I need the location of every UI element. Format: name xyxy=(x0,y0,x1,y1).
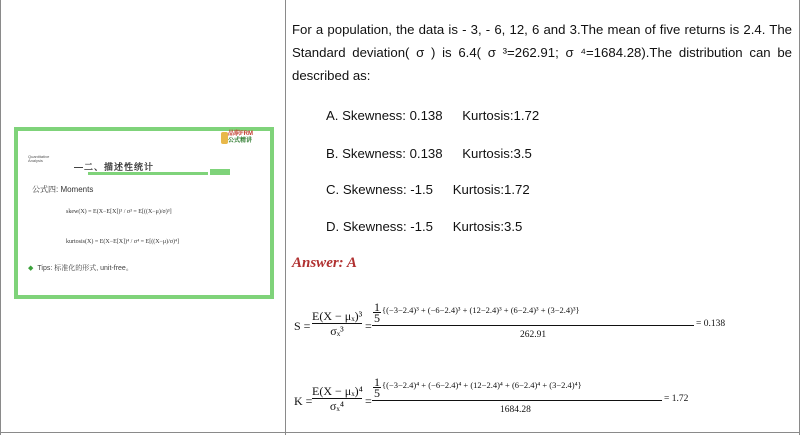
option-skewness: Skewness: 0.138 xyxy=(342,146,443,161)
skew-lhs: S = xyxy=(294,319,311,333)
logo-icon xyxy=(221,132,228,144)
skew-big-denominator: 262.91 xyxy=(520,330,547,340)
slide-logo xyxy=(228,131,253,145)
kurt-five: 5 xyxy=(374,386,380,400)
slide-tips-text: Tips: 标准化的形式, unit-free。 xyxy=(37,265,133,272)
option-kurtosis: Kurtosis:3.5 xyxy=(452,219,523,234)
kurt-moment-denominator: σₓ⁴ xyxy=(312,398,362,413)
option-kurtosis: Kurtosis:1.72 xyxy=(452,182,530,197)
skew-one-fifth xyxy=(373,302,381,323)
table-column-divider xyxy=(285,0,286,435)
slide-title-underline xyxy=(88,172,208,175)
option-kurtosis: Kurtosis:1.72 xyxy=(462,108,540,123)
answer-label: Answer: A xyxy=(292,255,357,271)
slide-tips xyxy=(28,263,133,273)
option-skewness: Skewness: -1.5 xyxy=(342,219,434,234)
skew-moment-numerator: E(X − μₓ)³ xyxy=(312,309,363,323)
option-b xyxy=(326,146,532,161)
slide-thumbnail xyxy=(14,127,274,299)
option-kurtosis: Kurtosis:3.5 xyxy=(462,146,532,161)
option-c xyxy=(326,182,530,197)
option-letter: D. xyxy=(326,219,340,234)
skew-equals: = xyxy=(365,319,372,333)
diamond-bullet-icon: ◆ xyxy=(28,265,34,272)
slide-header xyxy=(18,143,270,173)
option-letter: C. xyxy=(326,182,340,197)
slide-skew-formula: skew(X) = E(X−E[X])³ / σ³ = E[((X−μ)/σ)³] xyxy=(66,209,172,215)
kurt-one: 1 xyxy=(374,375,380,389)
option-skewness: Skewness: -1.5 xyxy=(342,182,434,197)
option-a xyxy=(326,108,539,123)
table-border-left xyxy=(0,0,1,435)
skew-five: 5 xyxy=(374,311,380,325)
slide-accent-bar xyxy=(210,169,230,175)
slide-logo-line2: 公式精讲 xyxy=(228,138,253,144)
table-row-divider xyxy=(0,432,800,433)
kurt-moment-fraction xyxy=(312,384,362,413)
skew-one: 1 xyxy=(374,300,380,314)
skew-moment-fraction xyxy=(312,309,362,338)
question-text: For a population, the data is - 3, - 6, 12, 6 and 3.The mean of five returns is 2.4. The Standard deviation( σ ) is 6.4( σ ³=262.91; σ ⁴=1684.28).The distribution can be described as: xyxy=(292,22,792,83)
option-letter: A. xyxy=(326,108,339,123)
kurt-result: = 1.72 xyxy=(664,394,689,404)
slide-formula-label: 公式四: Moments xyxy=(32,185,94,194)
option-skewness: Skewness: 0.138 xyxy=(342,108,443,123)
kurt-fraction-bar xyxy=(372,400,662,401)
slide-kurtosis-formula: kurtosis(X) = E(X−E[X])⁴ / σ⁴ = E[((X−μ)/σ)⁴] xyxy=(66,239,180,245)
kurt-moment-numerator: E(X − μₓ)⁴ xyxy=(312,384,363,398)
option-d xyxy=(326,219,522,234)
kurt-one-fifth xyxy=(373,377,381,398)
kurt-big-denominator: 1684.28 xyxy=(500,405,531,415)
slide-logo-line1: 品职FRM xyxy=(228,131,253,137)
slide-title: —二、描述性统计 xyxy=(74,162,155,172)
skew-fraction-bar xyxy=(372,325,694,326)
kurt-equals: = xyxy=(365,394,372,408)
option-letter: B. xyxy=(326,146,339,161)
skew-result: = 0.138 xyxy=(696,319,726,329)
skew-moment-denominator: σₓ³ xyxy=(312,323,362,338)
slide-tag: Quantitative Analysis xyxy=(28,154,50,163)
skew-sum-expression: {(−3−2.4)³ + (−6−2.4)³ + (12−2.4)³ + (6−2.4)³ + (3−2.4)³} xyxy=(382,305,580,315)
kurt-sum-expression: {(−3−2.4)⁴ + (−6−2.4)⁴ + (12−2.4)⁴ + (6−2.4)⁴ + (3−2.4)⁴} xyxy=(382,380,582,390)
kurt-lhs: K = xyxy=(294,394,313,408)
